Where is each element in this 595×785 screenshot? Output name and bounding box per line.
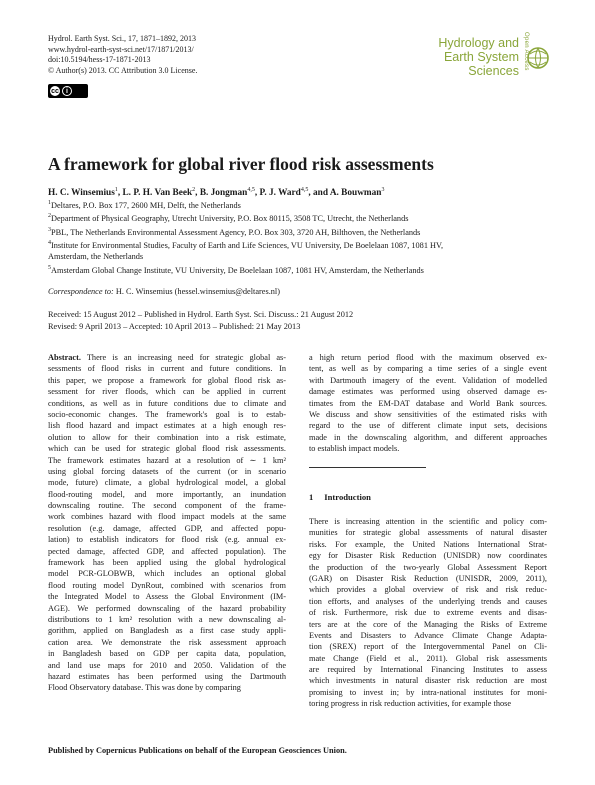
text-line: pected damage, affected GDP, and affected population). The	[48, 546, 286, 556]
text-line: of risk. Furthermore, risk due to extreme events and disas-	[309, 608, 547, 618]
affiliation: $^5$Amsterdam Global Change Institute, VU University, De Boelelaan 1087, 1081 HV, Amsterdam, the Netherlands	[48, 264, 424, 275]
text-line: made in the downscaling algorithm, and different approaches	[309, 432, 547, 442]
paper-title: A framework for global river flood risk assessments	[48, 154, 434, 174]
text-line: Events and Disasters to Advance Climate Change Adapta-	[309, 630, 547, 640]
affiliation-list	[48, 198, 548, 276]
text-line: ters are at the core of the Managing the Risks of Extreme	[309, 619, 547, 629]
text-line: tion efforts, and analyses of the underlying trends and causes	[309, 596, 547, 606]
text-line: egy for Disaster Risk Reduction (UNISDR) now coordinates	[309, 551, 547, 561]
author-affiliation-sup: 1	[114, 187, 118, 193]
text-line: this paper, we propose a framework for global flood risk as-	[48, 375, 286, 385]
author-name: L. P. H. Van Beek	[122, 188, 193, 199]
text-line: regard to the use of different climate input sets, decisions	[309, 421, 547, 431]
text-line: resolution (e.g. damage, affected GDP, and affected popu-	[48, 523, 286, 533]
text-line: mate Change (Field et al., 2011). Global risk assessments	[309, 653, 547, 663]
affiliation: $^2$Department of Physical Geography, Utrecht University, P.O. Box 80115, 3508 TC, Utrecht, the Netherlands	[48, 213, 409, 224]
journal-reference: Hydrol. Earth Syst. Sci., 17, 1871–1892, 2013	[48, 34, 196, 43]
journal-name	[438, 36, 519, 78]
dates-line: Received: 15 August 2012 – Published in Hydrol. Earth Syst. Sci. Discuss.: 21 August 2012	[48, 310, 354, 319]
text-line: lish flood hazard and impact estimates at a high enough res-	[48, 421, 286, 431]
open-access-label: Open Access	[523, 32, 529, 71]
text-line: damage estimates was performed using observed damage es-	[309, 387, 547, 397]
section-heading-introduction	[309, 492, 371, 502]
abstract-column	[48, 352, 286, 694]
section-number: 1	[309, 492, 314, 502]
abstract-label: Abstract.	[48, 353, 81, 362]
text-line: flood routing model DynRout, combined with scenarios from	[48, 580, 286, 590]
license-line: © Author(s) 2013. CC Attribution 3.0 License.	[48, 65, 198, 75]
text-line: tent, as well as by comparing a time series of a single event	[309, 364, 547, 374]
text-line: We discuss and show sensitivities of the estimated risks with	[309, 409, 547, 419]
text-line: There is increasing attention in the scientific and policy com-	[309, 517, 547, 526]
text-line: cation area. We demonstrate the risk assessment approach	[48, 637, 286, 647]
text-line: conditions, as well as in future conditions due to climate and	[48, 398, 286, 408]
author-affiliation-sup: 2	[192, 187, 196, 193]
text-line: flood-routing model, and more importantly, an inundation	[48, 489, 286, 499]
author-conjunction: and	[313, 188, 328, 199]
publisher-footer: Published by Copernicus Publications on behalf of the European Geosciences Union.	[48, 746, 347, 755]
text-line: and land use maps for 2010 and 2050. Validation of the	[48, 660, 286, 670]
text-line: risks. For example, the United Nations International Strat-	[309, 539, 547, 549]
text-line: timates from the EM-DAT database and World Bank sources.	[309, 398, 547, 408]
text-line: lation) to establish indicators for flood risk (e.g. annual ex-	[48, 535, 286, 545]
text-line: hazard estimates has been performed using the Dartmouth	[48, 671, 286, 681]
text-line: sessment for river floods, which can be applied in current	[48, 387, 286, 397]
text-line: the Integrated Model to Assess the Global Environment (IM-	[48, 592, 286, 602]
section-title: Introduction	[324, 492, 371, 502]
text-line: socio-economic changes. The framework's goal is to estab-	[48, 409, 286, 419]
author-affiliation-sup: 4,5	[300, 187, 309, 193]
text-line: which provides a global overview of risk and risk reduc-	[309, 585, 547, 595]
author-name: H. C. Winsemius	[48, 188, 115, 199]
text-line: with Dartmouth imagery of the event. Validation of modelled	[309, 375, 547, 385]
text-line: tion (SREX) report of the Intergovernmental Panel on Cli-	[309, 642, 547, 652]
text-line: Flood Observatory database. This was done by comparing	[48, 683, 241, 693]
abstract-continuation	[309, 352, 547, 455]
author-name: A. Bouwman	[329, 188, 382, 199]
text-line: the production of the two-yearly Global Assessment Report	[309, 562, 547, 572]
introduction-text	[309, 516, 547, 710]
text-line: The framework estimates hazard at a resolution of ∼ 1 km²	[48, 455, 286, 465]
text-line: olution to allow for their combination into a risk estimate,	[48, 432, 286, 442]
text-line: gorithm, applied on Bangladesh as a first case study appli-	[48, 626, 286, 636]
correspondence	[48, 287, 280, 296]
author-list: H. C. Winsemius$^1$, L. P. H. Van Beek$^2$, B. Jongman$^{4,5}$, P. J. Ward$^{4,5}$, and A. Bouwman$^3$	[48, 187, 385, 199]
text-line: framework has been applied using the global hydrological	[48, 558, 286, 568]
journal-name-line: Sciences	[468, 64, 519, 78]
text-line: which investments in natural disaster risk reduction are most	[309, 676, 547, 686]
author-affiliation-sup: 3	[381, 187, 385, 193]
text-line: munities for strategic global assessments of natural disaster	[309, 528, 547, 538]
text-line: AGE). We performed downscaling of the hazard probability	[48, 603, 286, 613]
author-affiliation-sup: 4,5	[247, 187, 255, 193]
text-line: work combines hazard with flood impact models at the same	[48, 512, 286, 522]
text-line: in Bangladesh based on GDP per capita data, population,	[48, 649, 286, 659]
text-line: are required by International Financing Institutes to assess	[309, 665, 547, 675]
affiliation: $^3$PBL, The Netherlands Environmental Assessment Agency, P.O. Box 303, 3720 AH, Bilthoven, the Netherlands	[48, 226, 421, 237]
text-line: using global forcing datasets of the current (or in scenario	[48, 466, 286, 476]
text-line: to establish impact models.	[309, 444, 400, 454]
text-line: model PCR-GLOBWB, which includes an optional global	[48, 569, 286, 579]
text-line: downscaling routine. The second component of the frame-	[48, 501, 286, 511]
dates-line: Revised: 9 April 2013 – Accepted: 10 April 2013 – Published: 21 May 2013	[48, 321, 301, 331]
text-line: distributions to 1 km² resolution with a new downscaling al-	[48, 614, 286, 624]
text-line: toring progress in risk reduction activities, for example those	[309, 699, 512, 709]
author-name: B. Jongman	[199, 188, 248, 199]
text-line: Abstract. There is an increasing need for strategic global as-	[48, 353, 286, 362]
correspondence-label: Correspondence to:	[48, 287, 114, 296]
cc-icon: cc	[51, 87, 59, 95]
correspondence-contact[interactable]: H. C. Winsemius (hessel.winsemius@deltares.nl)	[115, 287, 280, 296]
egu-globe-logo-icon	[527, 40, 549, 76]
text-line: promising to invest in; by intra-national institutes for moni-	[309, 687, 547, 697]
author-name: P. J. Ward	[259, 188, 301, 199]
journal-citation-block	[48, 34, 197, 76]
text-line: sessments of flood risks in current and future conditions. In	[48, 364, 286, 374]
affiliation: $^4$Institute for Environmental Studies, Faculty of Earth and Life Sciences, VU University, De Boelelaan 1087, 1081 HV,	[48, 239, 444, 250]
text-line: a high return period flood with the maximum observed ex-	[309, 353, 547, 362]
text-line: mode, future) climate, a global hydrological model, a global	[48, 478, 286, 488]
text-line: which can be used for strategic global flood risk assessments.	[48, 444, 286, 454]
journal-name-line: Earth System	[443, 50, 519, 64]
by-attribution-icon: i	[62, 86, 72, 96]
publication-dates	[48, 309, 353, 332]
affiliation: Amsterdam, the Netherlands	[48, 252, 144, 262]
text-line: (GAR) on Disaster Risk Reduction (UNISDR, 2009, 2011),	[309, 573, 547, 583]
section-divider	[309, 467, 426, 468]
doi[interactable]: doi:10.5194/hess-17-1871-2013	[48, 55, 151, 64]
journal-url[interactable]: www.hydrol-earth-syst-sci.net/17/1871/2013/	[48, 44, 194, 54]
affiliation: $^1$Deltares, P.O. Box 177, 2600 MH, Delft, the Netherlands	[48, 200, 241, 210]
journal-name-line: Hydrology and	[438, 36, 519, 50]
cc-license-badge[interactable]	[48, 84, 88, 98]
